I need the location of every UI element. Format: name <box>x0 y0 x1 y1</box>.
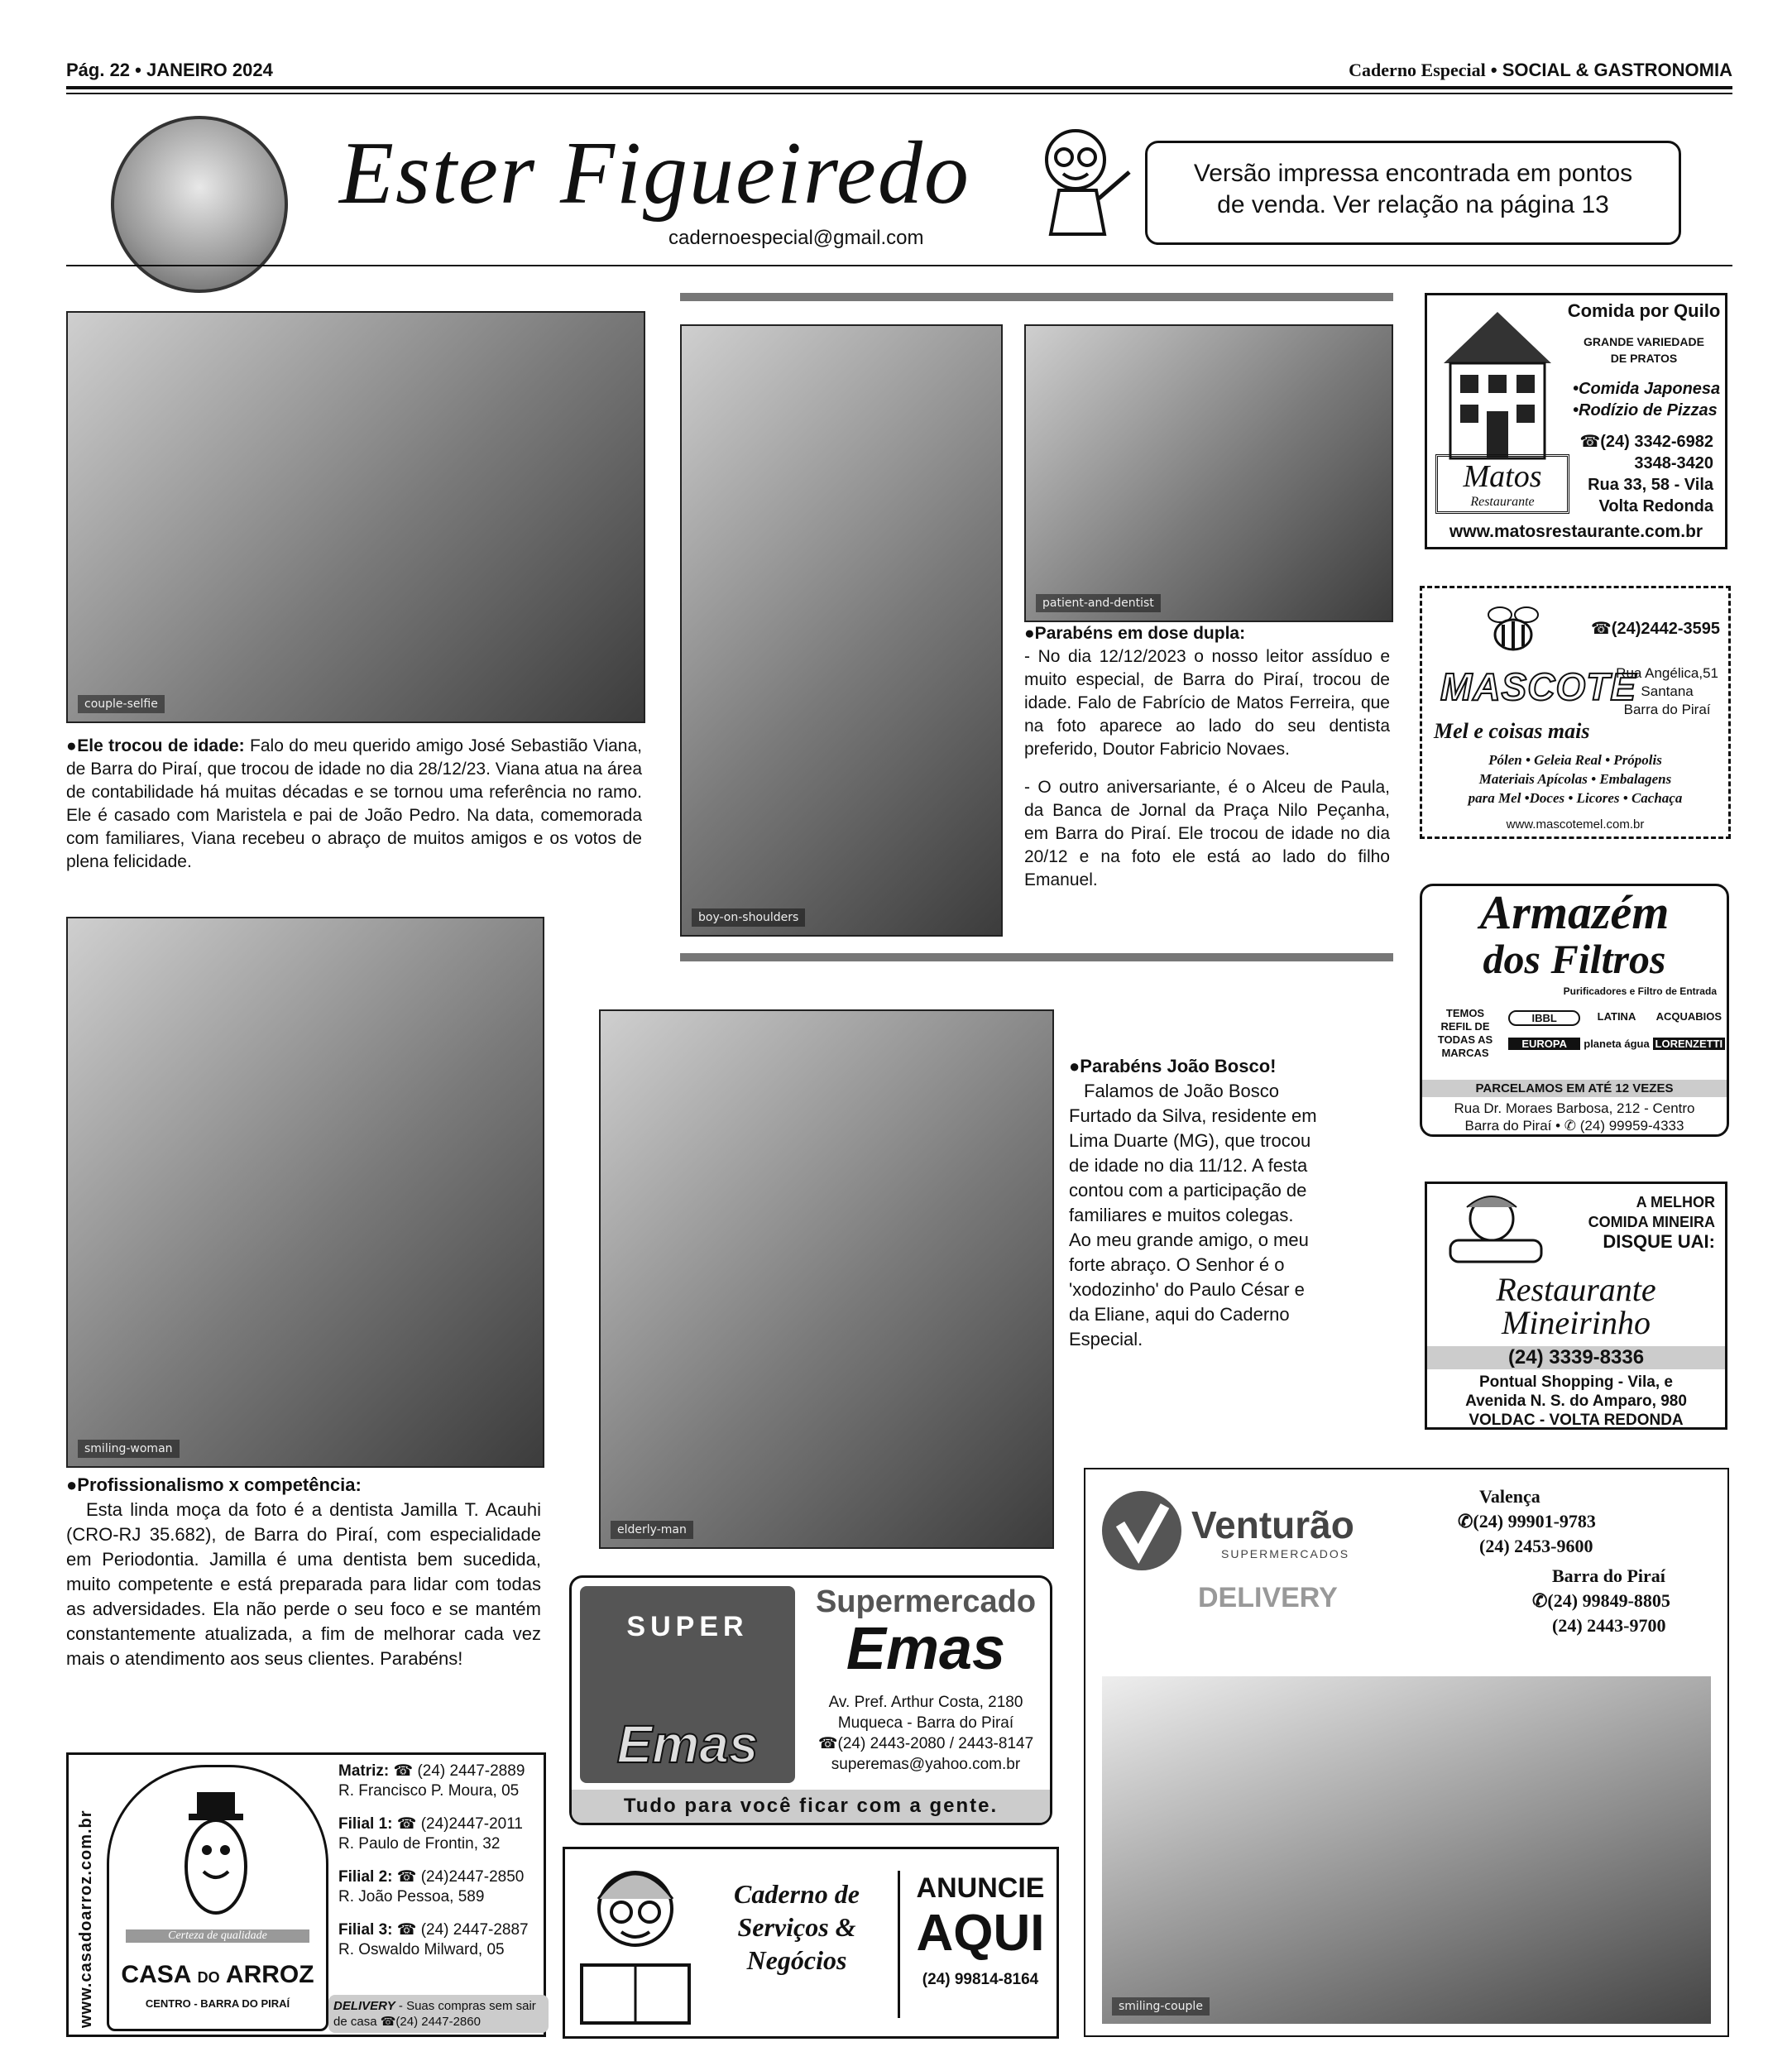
brand-europa: EUROPA <box>1508 1038 1580 1050</box>
section-sep: • <box>1485 60 1502 80</box>
matos-logo <box>1435 454 1569 514</box>
servicos-cta <box>906 1872 1055 1989</box>
matriz-label: Matriz: ☎ <box>338 1762 414 1780</box>
matos-item2: •Rodízio de Pizzas <box>1573 401 1718 419</box>
matos-variety1: GRANDE VARIEDADE <box>1584 335 1704 348</box>
f2-addr: R. João Pessoa, 589 <box>338 1888 485 1905</box>
venturao-delivery: DELIVERY <box>1198 1582 1338 1613</box>
mineirinho-address1: Pontual Shopping - Vila, e <box>1479 1373 1673 1391</box>
casa-arroz-name-do: DO <box>197 1969 220 1986</box>
matos-item1: •Comida Japonesa <box>1573 380 1721 398</box>
columnist-email[interactable]: cadernoespecial@gmail.com <box>668 227 924 249</box>
dose-dupla-bullet: ●Parabéns em dose dupla: <box>1024 624 1246 643</box>
mineirinho-line1: A MELHOR <box>1636 1194 1715 1210</box>
servicos-title3: Negócios <box>746 1945 847 1975</box>
viana-text: Falo do meu querido amigo José Sebastião Viana, de Barra do Piraí, que trocou de idade no dia 28/12/23. Viana atua na área de contabilidade há muitas décadas e se tornou uma referência no ramo. Ele é casado com Maristela e pai de João Pedro. Na data, comemorada com familiares, Viana recebeu o abraço de muitos amigos e os votos de plena felicidade. <box>66 736 642 871</box>
print-notice-box <box>1145 141 1681 245</box>
dose-dupla-p1: - No dia 12/12/2023 o nosso leitor assíduo e muito especial, de Barra do Piraí, trocou de idade. Falo de Fabrício de Matos Ferreira, que na foto aparece ao lado do seu dentista preferido, Doutor Fabricio Novaes. <box>1024 647 1390 759</box>
mascot-icon <box>1026 122 1133 238</box>
armazem-address1: Rua Dr. Moraes Barbosa, 212 - Centro <box>1454 1100 1695 1116</box>
brand-ibbl: IBBL <box>1508 1010 1580 1026</box>
servicos-cta1: ANUNCIE <box>916 1872 1045 1904</box>
mineirinho-name1: Restaurante <box>1496 1271 1656 1308</box>
armazem-refil3: TODAS AS <box>1437 1033 1493 1046</box>
mascote-address <box>1616 664 1718 719</box>
mascote-products3: para Mel •Doces • Licores • Cachaça <box>1468 790 1683 806</box>
matos-phone1: ☎(24) 3342-6982 <box>1579 433 1713 451</box>
viana-bullet: ●Ele trocou de idade: <box>66 736 245 755</box>
joao-bosco-text: Falamos de João Bosco Furtado da Silva, residente em Lima Duarte (MG), que trocou de idade no dia 11/12. A festa contou com a participação de familiares e muitos colegas. Ao meu grande amigo, o meu forte abraço. O Senhor é o 'xodozinho' do Paulo César e da Eliane, aqui do Caderno Especial. <box>1069 1081 1317 1349</box>
matos-variety2: DE PRATOS <box>1610 352 1678 365</box>
venturao-photo <box>1102 1676 1711 2024</box>
casa-arroz-name-a: CASA <box>121 1961 191 1988</box>
mineirinho-ad[interactable] <box>1425 1182 1727 1430</box>
brand-latina: LATINA <box>1597 1010 1636 1023</box>
mascote-products <box>1422 750 1728 808</box>
rice-mascot-icon <box>170 1792 261 1916</box>
matos-variety <box>1563 333 1725 367</box>
f1-phone: (24)2447-2011 <box>420 1815 523 1833</box>
servicos-ad[interactable] <box>563 1847 1059 2039</box>
mineirinho-address2: Avenida N. S. do Amparo, 980 <box>1465 1393 1687 1410</box>
servicos-title <box>697 1877 896 1977</box>
f3-label: Filial 3: ☎ <box>338 1921 417 1939</box>
emas-logo-super: SUPER <box>626 1611 749 1642</box>
servicos-title1: Caderno de <box>734 1879 860 1909</box>
venturao-logo-icon <box>1102 1491 1181 1570</box>
brand-planeta: planeta água <box>1584 1038 1650 1050</box>
venturao-city1-phone2: (24) 2453-9600 <box>1479 1536 1593 1556</box>
elder-photo-label: elderly-man <box>611 1521 693 1539</box>
f2-phone: (24)2447-2850 <box>420 1868 525 1886</box>
armazem-address2: Barra do Piraí • ✆ (24) 99959-4333 <box>1464 1118 1684 1134</box>
masthead-rule <box>66 265 1732 266</box>
dentist-photo-label: patient-and-dentist <box>1036 594 1161 612</box>
casa-arroz-delivery <box>328 1995 549 2033</box>
armazem-refil2: REFIL DE <box>1440 1020 1490 1033</box>
section-name: SOCIAL & GASTRONOMIA <box>1502 60 1732 80</box>
matriz-addr: R. Francisco P. Moura, 05 <box>338 1782 520 1800</box>
joao-bosco-bullet: ●Parabéns João Bosco! <box>1069 1056 1277 1076</box>
casa-arroz-site[interactable]: www.casadoarroz.com.br <box>77 1810 95 2028</box>
brand-lorenzetti: LORENZETTI <box>1653 1038 1725 1050</box>
matos-title: Comida por Quilo <box>1567 300 1721 321</box>
f1-label: Filial 1: ☎ <box>338 1815 417 1833</box>
elder-photo <box>599 1009 1054 1549</box>
matos-address2: Volta Redonda <box>1598 497 1713 515</box>
boy-photo-label: boy-on-shoulders <box>692 908 805 927</box>
matos-logo-name: Matos <box>1463 459 1542 494</box>
mascote-address1: Rua Angélica,51 <box>1616 665 1718 681</box>
matriz-phone: (24) 2447-2889 <box>417 1762 525 1780</box>
matos-phones <box>1579 431 1713 517</box>
servicos-cta2: AQUI <box>916 1905 1045 1962</box>
matos-site[interactable]: www.matosrestaurante.com.br <box>1449 522 1703 541</box>
servicos-phone: (24) 99814-8164 <box>922 1971 1039 1988</box>
emas-address1: Av. Pref. Arthur Costa, 2180 <box>828 1694 1023 1711</box>
print-notice-line2: de venda. Ver relação na página 13 <box>1217 191 1609 218</box>
armazem-title2: dos Filtros <box>1483 936 1666 982</box>
branch-filial2 <box>338 1867 545 1887</box>
mascote-phone: ☎(24)2442-3595 <box>1590 620 1720 638</box>
dose-dupla-top-bar <box>680 293 1393 301</box>
matos-address1: Rua 33, 58 - Vila <box>1588 476 1713 494</box>
print-notice-line1: Versão impressa encontrada em pontos <box>1193 160 1633 187</box>
armazem-refil1: TEMOS <box>1445 1007 1485 1019</box>
jamilla-bullet: ●Profissionalismo x competência: <box>66 1474 362 1495</box>
mineirinho-phone: (24) 3339-8336 <box>1427 1346 1725 1369</box>
header-rule <box>66 86 1732 89</box>
branch-filial3 <box>338 1920 545 1940</box>
page-info: Pág. 22 • JANEIRO 2024 <box>66 60 273 80</box>
couple-photo-label: couple-selfie <box>78 695 165 713</box>
section-brand: Caderno Especial <box>1349 60 1486 80</box>
venturao-phones <box>1458 1484 1670 1638</box>
casa-arroz-name <box>109 1961 326 1989</box>
mascote-ad[interactable] <box>1420 586 1731 839</box>
emas-logo-emas: Emas <box>616 1714 759 1774</box>
emas-details <box>803 1692 1048 1775</box>
woman-photo <box>66 917 544 1468</box>
woman-photo-label: smiling-woman <box>78 1440 180 1458</box>
dose-dupla-p2: - O outro aniversariante, é o Alceu de Paula, da Banca de Jornal da Praça Nilo Peçanha, em Barra do Piraí. Ele trocou de idade no dia 20/12 e na foto ele está ao lado do filho Emanuel. <box>1024 778 1390 889</box>
emas-title2: Emas <box>846 1616 1006 1682</box>
boy-photo <box>680 324 1003 937</box>
mineirinho-name <box>1427 1273 1725 1340</box>
mineirinho-address <box>1427 1373 1725 1430</box>
armazem-title1: Armazém <box>1479 885 1670 939</box>
columnist-name: Ester Figueiredo <box>339 124 970 223</box>
mascote-site[interactable]: www.mascotemel.com.br <box>1506 817 1645 832</box>
mascote-tagline: Mel e coisas mais <box>1434 719 1590 743</box>
bee-icon <box>1480 600 1546 658</box>
emas-address2: Muqueca - Barra do Piraí <box>837 1714 1014 1732</box>
section-title <box>1349 60 1732 81</box>
venturao-city2: Barra do Piraí <box>1552 1565 1665 1586</box>
mineirinho-address3: VOLDAC - VOLTA REDONDA <box>1469 1412 1684 1429</box>
jamilla-story <box>66 1473 541 1671</box>
mascote-logo: MASCOTE <box>1440 665 1636 708</box>
brand-acquabios: ACQUABIOS <box>1655 1010 1723 1023</box>
mineirinho-line3: DISQUE UAI: <box>1603 1231 1715 1252</box>
reader-icon <box>573 1857 697 2031</box>
armazem-title <box>1422 885 1727 982</box>
armazem-ad[interactable] <box>1420 884 1729 1137</box>
servicos-divider <box>898 1871 900 2018</box>
mineirinho-line2: COMIDA MINEIRA <box>1588 1214 1715 1230</box>
venturao-brand-sub: SUPERMERCADOS <box>1221 1547 1350 1560</box>
f3-addr: R. Oswaldo Milward, 05 <box>338 1941 505 1958</box>
armazem-subtitle: Purificadores e Filtro de Entrada <box>1563 985 1717 997</box>
matos-ad[interactable] <box>1425 293 1727 549</box>
mascote-products2: Materiais Apícolas • Embalagens <box>1478 771 1672 787</box>
emas-slogan: Tudo para você ficar com a gente. <box>572 1790 1050 1823</box>
house-icon <box>1435 305 1560 463</box>
emas-ad[interactable] <box>569 1575 1052 1825</box>
emas-logo <box>580 1586 795 1783</box>
armazem-parcelas: PARCELAMOS EM ATÉ 12 VEZES <box>1422 1080 1727 1097</box>
branch-filial1 <box>338 1814 545 1834</box>
dose-dupla-bottom-bar <box>680 953 1393 961</box>
matos-logo-sub: Restaurante <box>1470 495 1535 509</box>
f2-label: Filial 2: ☎ <box>338 1868 417 1886</box>
mineirinho-mascot-icon <box>1434 1191 1550 1270</box>
venturao-city2-phone1: ✆(24) 99849-8805 <box>1532 1590 1670 1611</box>
delivery-label: DELIVERY <box>333 1999 395 2013</box>
f3-phone: (24) 2447-2887 <box>420 1921 529 1939</box>
f1-addr: R. Paulo de Frontin, 32 <box>338 1835 501 1853</box>
couple-photo <box>66 311 645 723</box>
mascote-products1: Pólen • Geleia Real • Própolis <box>1488 752 1662 768</box>
casa-arroz-name-b: ARROZ <box>225 1961 314 1988</box>
mascote-address2: Santana <box>1641 683 1694 699</box>
venturao-city1-phone1: ✆(24) 99901-9783 <box>1458 1511 1596 1532</box>
delivery-text: - Suas compras sem sair de casa ☎(24) 2447-2860 <box>333 1999 536 2029</box>
joao-bosco-story <box>1069 1054 1317 1352</box>
armazem-refil <box>1429 1007 1502 1060</box>
branch-matriz <box>338 1762 545 1781</box>
armazem-address <box>1422 1100 1727 1134</box>
mineirinho-headline <box>1588 1192 1715 1252</box>
matos-phone2: 3348-3420 <box>1634 454 1713 472</box>
venturao-ad[interactable] <box>1084 1468 1729 2037</box>
viana-story <box>66 735 642 874</box>
matos-items <box>1573 378 1720 421</box>
venturao-photo-label: smiling-couple <box>1112 1997 1210 2016</box>
armazem-brands <box>1508 1010 1725 1050</box>
armazem-refil4: MARCAS <box>1441 1047 1489 1059</box>
emas-phone: ☎(24) 2443-2080 / 2443-8147 <box>817 1735 1034 1752</box>
mineirinho-name2: Mineirinho <box>1502 1304 1651 1341</box>
dose-dupla-story <box>1024 622 1390 892</box>
casa-arroz-location: CENTRO - BARRA DO PIRAÍ <box>145 1997 290 2010</box>
mascote-address3: Barra do Piraí <box>1623 702 1711 717</box>
venturao-brand: Venturão <box>1191 1503 1354 1546</box>
casa-arroz-quality: Certeza de qualidade <box>126 1929 309 1943</box>
header-rule-thin <box>66 93 1732 94</box>
servicos-title2: Serviços & <box>737 1912 856 1942</box>
dentist-photo <box>1024 324 1393 622</box>
venturao-city1: Valença <box>1479 1486 1540 1507</box>
emas-title1: Supermercado <box>815 1584 1037 1619</box>
jamilla-text: Esta linda moça da foto é a dentista Jamilla T. Acauhi (CRO-RJ 35.682), de Barra do Piraí, com especialidade em Periodontia. Jamilla é uma dentista bem sucedida, muito competente e está preparada para lidar com todas as adversidades. Ela não perde o seu foco e se mantém constantemente atualizada, a fim de melhorar cada vez mais o atendimento aos seus clientes. Parabéns! <box>66 1499 541 1669</box>
casa-arroz-logo <box>107 1765 328 2031</box>
casa-arroz-ad[interactable] <box>66 1752 546 2037</box>
venturao-city2-phone2: (24) 2443-9700 <box>1552 1615 1666 1636</box>
casa-arroz-branches <box>338 1762 545 1960</box>
emas-email[interactable]: superemas@yahoo.com.br <box>831 1756 1021 1773</box>
